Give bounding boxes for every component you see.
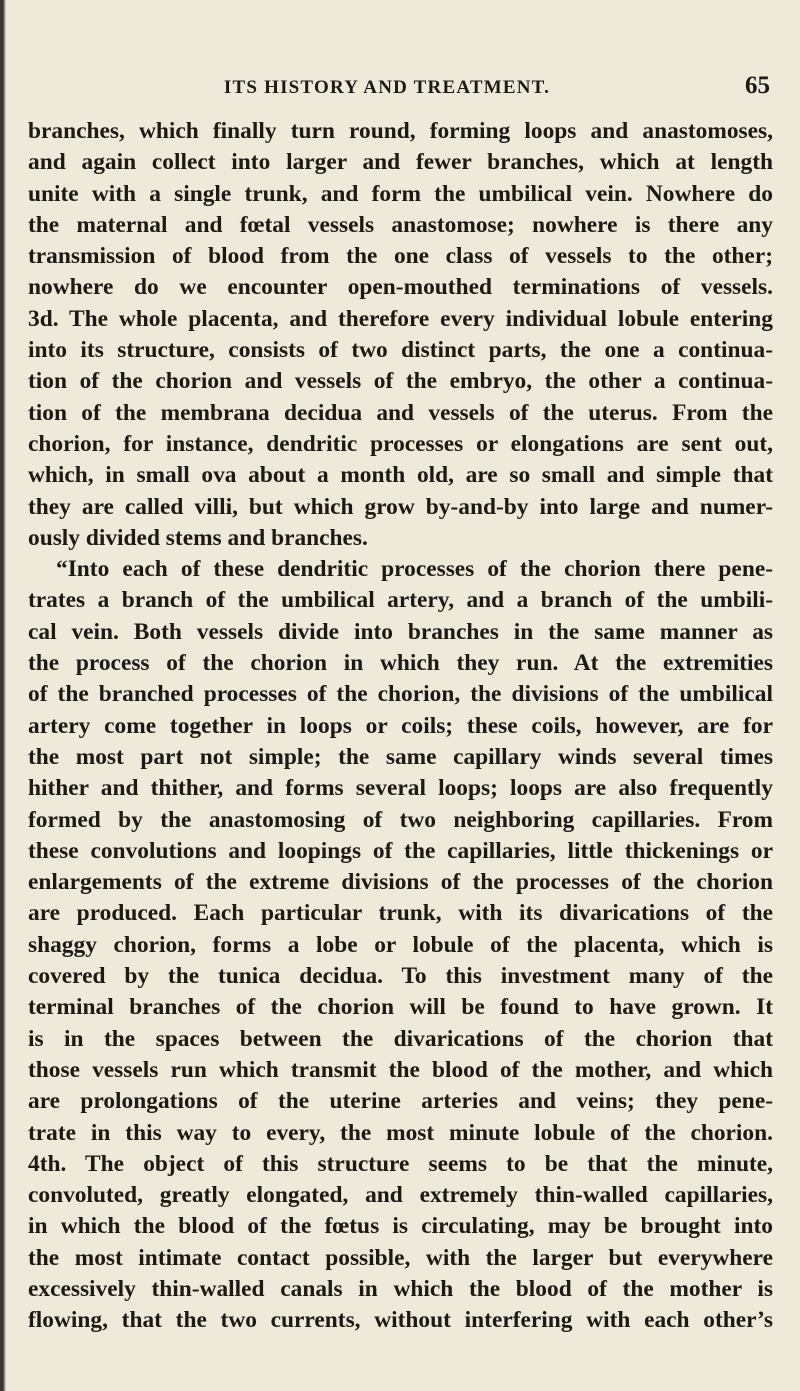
text-line: those vessels run which transmit the blood of the mother, and which	[28, 1056, 773, 1083]
text-line: trate in this way to every, the most minute lobule of the chorion.	[28, 1119, 773, 1146]
page-gutter-shadow	[0, 0, 6, 1391]
text-line: covered by the tunica decidua. To this investment many of the	[28, 963, 773, 990]
text-line: shaggy chorion, forms a lobe or lobule of the placenta, which is	[28, 931, 773, 958]
text-line: formed by the anastomosing of two neighboring capillaries. From	[28, 806, 773, 833]
text-line: are produced. Each particular trunk, with its divarications of the	[28, 900, 773, 927]
text-line: tion of the chorion and vessels of the embryo, the other a continua-	[28, 368, 773, 395]
text-line: into its structure, consists of two distinct parts, the one a continua-	[28, 337, 773, 364]
text-line: trates a branch of the umbilical artery, and a branch of the umbili-	[28, 587, 773, 614]
text-line: transmission of blood from the one class of vessels to the other;	[28, 243, 773, 270]
text-line: these convolutions and loopings of the capillaries, little thickenings or	[28, 837, 773, 864]
text-line: is in the spaces between the divarications of the chorion that	[28, 1025, 773, 1052]
text-line: and again collect into larger and fewer branches, which at length	[28, 149, 773, 176]
text-line: flowing, that the two currents, without interfering with each other’s	[28, 1307, 773, 1334]
text-line: 3d. The whole placenta, and therefore every individual lobule entering	[28, 305, 773, 332]
text-line: are prolongations of the uterine arteries and veins; they pene-	[28, 1088, 773, 1115]
body-text	[28, 116, 773, 1337]
running-head: ITS HISTORY AND TREATMENT.	[223, 77, 551, 98]
text-line: enlargements of the extreme divisions of the processes of the chorion	[28, 869, 773, 896]
text-line: cal vein. Both vessels divide into branches in the same manner as	[28, 618, 773, 645]
text-line: the maternal and fœtal vessels anastomose; nowhere is there any	[28, 211, 773, 238]
text-line: artery come together in loops or coils; these coils, however, are for	[28, 712, 773, 739]
text-line: hither and thither, and forms several loops; loops are also frequently	[28, 775, 773, 802]
text-line: 4th. The object of this structure seems to be that the minute,	[28, 1150, 773, 1177]
text-line: which, in small ova about a month old, are so small and simple that	[28, 462, 773, 489]
text-line: branches, which finally turn round, forming loops and anastomoses,	[28, 118, 773, 144]
text-line: nowhere do we encounter open-mouthed terminations of vessels.	[28, 274, 773, 301]
text-line: convoluted, greatly elongated, and extremely thin-walled capillaries,	[28, 1182, 773, 1209]
page-number: 65	[745, 72, 770, 99]
text-line: unite with a single trunk, and form the umbilical vein. Nowhere do	[28, 180, 773, 207]
text-line: the most part not simple; the same capillary winds several times	[28, 743, 773, 770]
text-line: they are called villi, but which grow by-and-by into large and numer-	[28, 493, 773, 520]
text-line: the process of the chorion in which they run. At the extremities	[28, 650, 773, 677]
text-line: terminal branches of the chorion will be found to have grown. It	[28, 994, 773, 1021]
text-line: chorion, for instance, dendritic processes or elongations are sent out,	[28, 430, 773, 457]
text-line: of the branched processes of the chorion, the divisions of the umbilical	[28, 681, 773, 708]
text-line: in which the blood of the fœtus is circulating, may be brought into	[28, 1213, 773, 1240]
text-line: “Into each of these dendritic processes of the chorion there pene-	[56, 556, 773, 583]
text-line: ously divided stems and branches.	[28, 524, 368, 551]
text-line: tion of the membrana decidua and vessels of the uterus. From the	[28, 399, 773, 426]
text-line: the most intimate contact possible, with the larger but everywhere	[28, 1244, 773, 1271]
text-line: excessively thin-walled canals in which the blood of the mother is	[28, 1275, 773, 1302]
